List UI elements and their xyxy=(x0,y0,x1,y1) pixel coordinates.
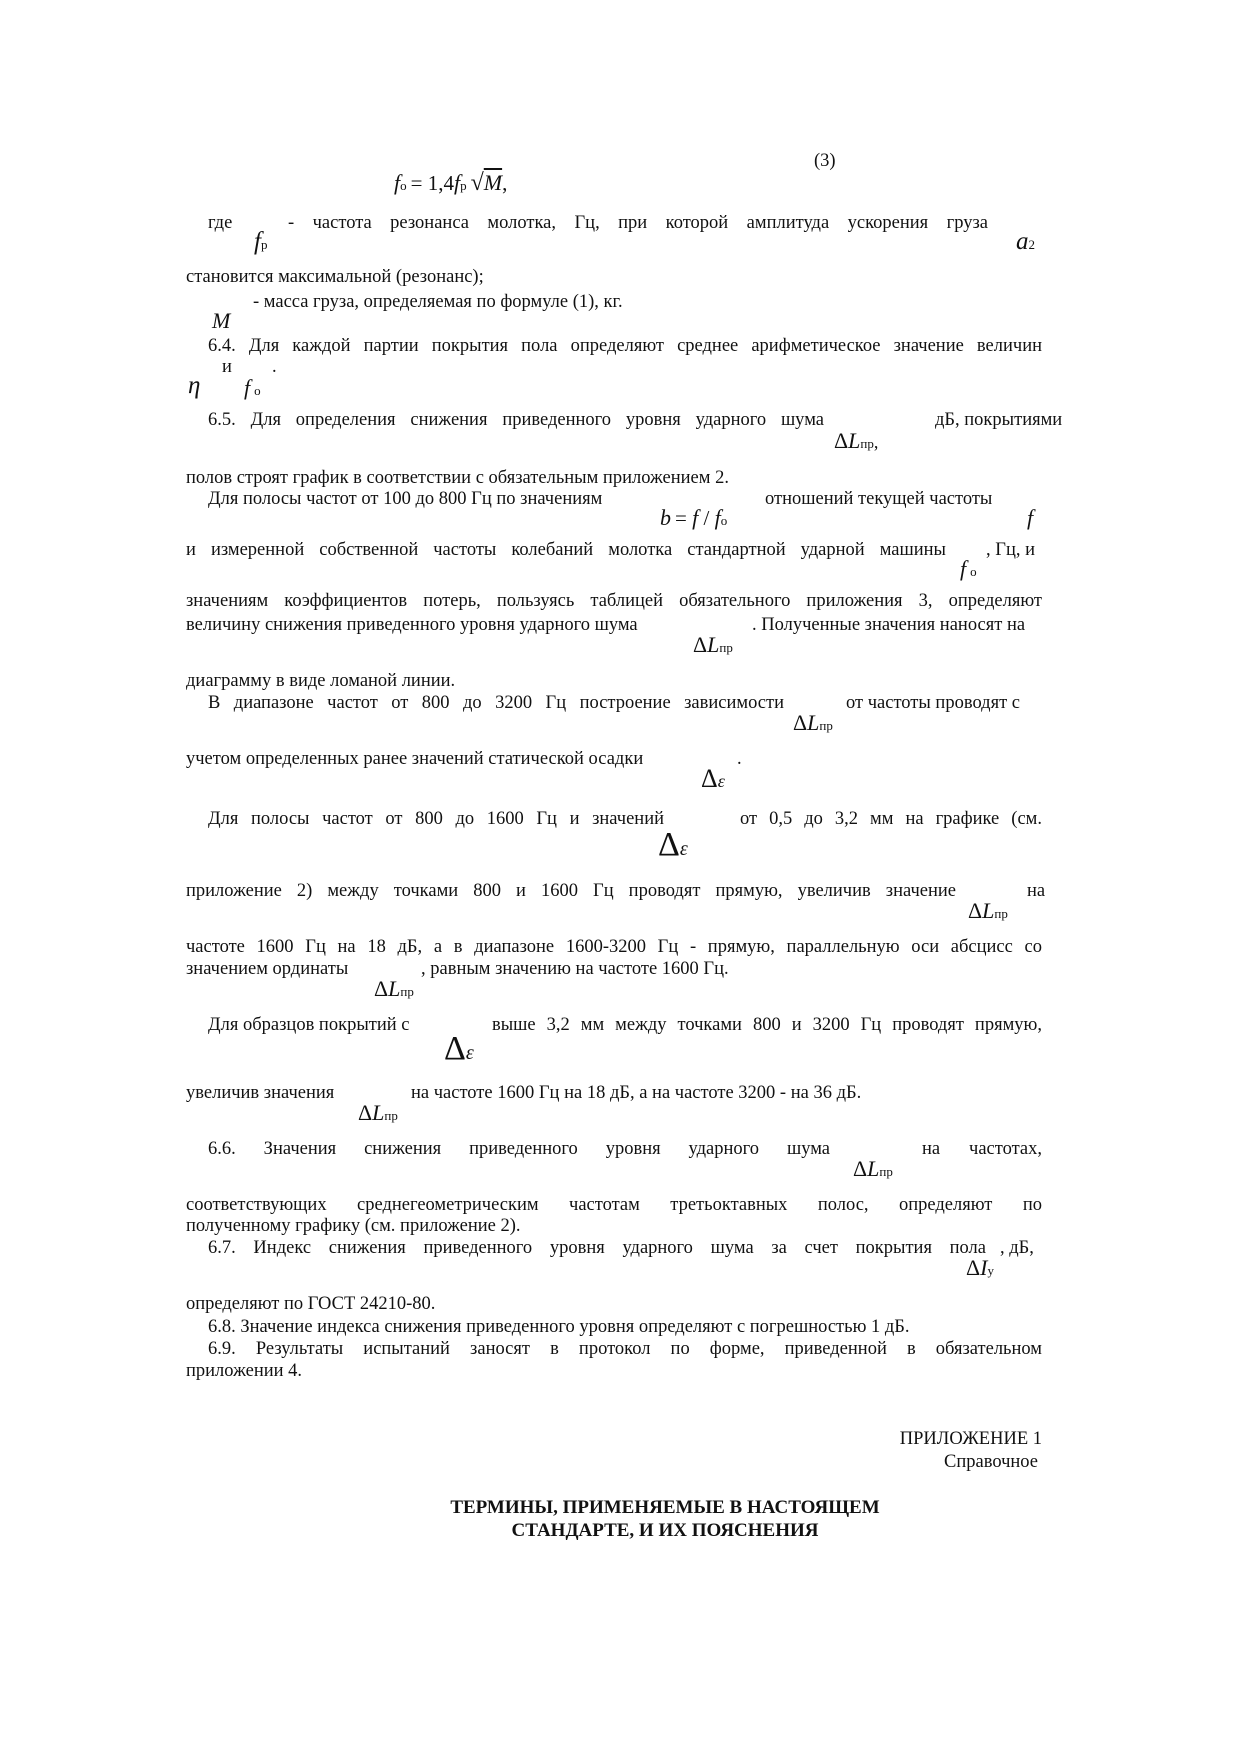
para-6-9-l2: приложении 4. xyxy=(186,1361,303,1381)
text-band2-a: Для полосы частот от 800 до 1600 Гц и значений xyxy=(208,809,664,829)
text-samples-l2b: на частоте 1600 Гц на 18 дБ, а на частоте 3200 - на 36 дБ. xyxy=(411,1083,862,1103)
symbol-a2: a2 xyxy=(1016,228,1035,255)
text-mass: - масса груза, определяемая по формуле (1), кг. xyxy=(253,292,623,312)
text-samples-b: выше 3,2 мм между точками 800 и 3200 Гц проводят прямую, xyxy=(492,1015,1042,1035)
text-band-l4b: . Полученные значения наносят на xyxy=(752,615,1026,635)
formula-3: fо = 1,4fр √M, xyxy=(394,170,508,196)
para-6-7-l2: определяют по ГОСТ 24210-80. xyxy=(186,1294,436,1314)
symbol-delta-lpr-6: ΔLпр xyxy=(358,1100,398,1125)
text-band-l3: значениям коэффициентов потерь, пользуясь таблицей обязательного приложения 3, определяют xyxy=(186,591,1042,611)
text-samples-a: Для образцов покрытий с xyxy=(208,1015,410,1035)
symbol-fo-2: f о xyxy=(960,556,977,581)
text-dot: . xyxy=(272,357,277,377)
symbol-fp: fр xyxy=(254,228,268,255)
symbol-M: M xyxy=(212,308,231,333)
symbol-eta: η xyxy=(188,372,201,399)
symbol-delta-iy: ΔIу xyxy=(966,1255,994,1280)
appendix-title: ПРИЛОЖЕНИЕ 1 xyxy=(899,1429,1042,1449)
para-6-7: 6.7. Индекс снижения приведенного уровня ударного шума за счет покрытия пола xyxy=(208,1238,986,1258)
symbol-delta-eps-3: Δε xyxy=(444,1030,474,1067)
para-6-7-b: , дБ, xyxy=(1000,1238,1034,1258)
text-band2-b: от 0,5 до 3,2 мм на графике (см. xyxy=(740,809,1042,829)
text-samples-l2a: увеличив значения xyxy=(186,1083,335,1103)
text-gde: где xyxy=(208,213,233,233)
symbol-delta-lpr-3: ΔLпр xyxy=(793,710,833,735)
text-band-l2b: , Гц, и xyxy=(986,540,1035,560)
symbol-delta-lpr-2: ΔLпр xyxy=(693,632,733,657)
appendix-kind: Справочное xyxy=(944,1452,1038,1472)
text-band2-l2b: на xyxy=(1027,881,1046,901)
para-6-6-l2: соответствующих среднегеометрическим частотам третьоктавных полос, определяют по xyxy=(186,1195,1042,1215)
text-range-dot: . xyxy=(737,749,742,769)
equation-number: (3) xyxy=(814,151,836,171)
text-band-b: отношений текущей частоты xyxy=(765,489,993,509)
text-band-l4a: величину снижения приведенного уровня ударного шума xyxy=(186,615,638,635)
text-range-l2: учетом определенных ранее значений статической осадки xyxy=(186,749,644,769)
symbol-fo: f о xyxy=(244,375,261,400)
symbol-delta-eps-2: Δε xyxy=(658,826,688,863)
para-6-8: 6.8. Значение индекса снижения приведенного уровня определяют с погрешностью 1 дБ. xyxy=(208,1317,910,1337)
symbol-delta-lpr: ΔLпр, xyxy=(834,428,879,453)
text-resonance: - частота резонанса молотка, Гц, при которой амплитуда ускорения груза xyxy=(288,213,988,233)
symbol-delta-eps: Δε xyxy=(701,764,725,793)
para-6-5: 6.5. Для определения снижения приведенного уровня ударного шума xyxy=(208,410,824,430)
section-heading-l2: СТАНДАРТЕ, И ИХ ПОЯСНЕНИЯ xyxy=(511,1520,819,1541)
symbol-f: f xyxy=(1027,505,1034,530)
text-db-pokrytiyami: дБ, покрытиями xyxy=(935,410,1063,430)
text-band2-l3: частоте 1600 Гц на 18 дБ, а в диапазоне 1600-3200 Гц - прямую, параллельную оси абсцисс со xyxy=(186,937,1042,957)
text-6-5-cont: полов строят график в соответствии с обязательным приложением 2. xyxy=(186,468,729,488)
text-band-l5: диаграмму в виде ломаной линии. xyxy=(186,671,456,691)
text-range-a: В диапазоне частот от 800 до 3200 Гц построение зависимости xyxy=(208,693,784,713)
symbol-delta-lpr-4: ΔLпр xyxy=(968,898,1008,923)
text-band2-l2: приложение 2) между точками 800 и 1600 Гц проводят прямую, увеличив значение xyxy=(186,881,956,901)
text-band-a: Для полосы частот от 100 до 800 Гц по значениям xyxy=(208,489,603,509)
symbol-delta-lpr-7: ΔLпр xyxy=(853,1156,893,1181)
text-band2-l4b: , равным значению на частоте 1600 Гц. xyxy=(421,959,729,979)
section-heading-l1: ТЕРМИНЫ, ПРИМЕНЯЕМЫЕ В НАСТОЯЩЕМ xyxy=(450,1497,880,1518)
formula-b-ratio: b = f / fо xyxy=(660,505,728,530)
text-range-b: от частоты проводят с xyxy=(846,693,1020,713)
text-and: и xyxy=(222,357,232,377)
para-6-6-b: на частотах, xyxy=(922,1139,1042,1159)
para-6-9: 6.9. Результаты испытаний заносят в протокол по форме, приведенной в обязательном xyxy=(208,1339,1042,1359)
text-band-l2: и измеренной собственной частоты колебаний молотка стандартной ударной машины xyxy=(186,540,946,560)
para-6-4: 6.4. Для каждой партии покрытия пола определяют среднее арифметическое значение величин xyxy=(208,336,1042,356)
text-band2-l4a: значением ординаты xyxy=(186,959,349,979)
symbol-delta-lpr-5: ΔLпр xyxy=(374,976,414,1001)
para-6-6-l3: полученному графику (см. приложение 2). xyxy=(186,1216,521,1236)
para-6-6: 6.6. Значения снижения приведенного уровня ударного шума xyxy=(208,1139,830,1159)
text-resonance-cont: становится максимальной (резонанс); xyxy=(186,267,484,287)
